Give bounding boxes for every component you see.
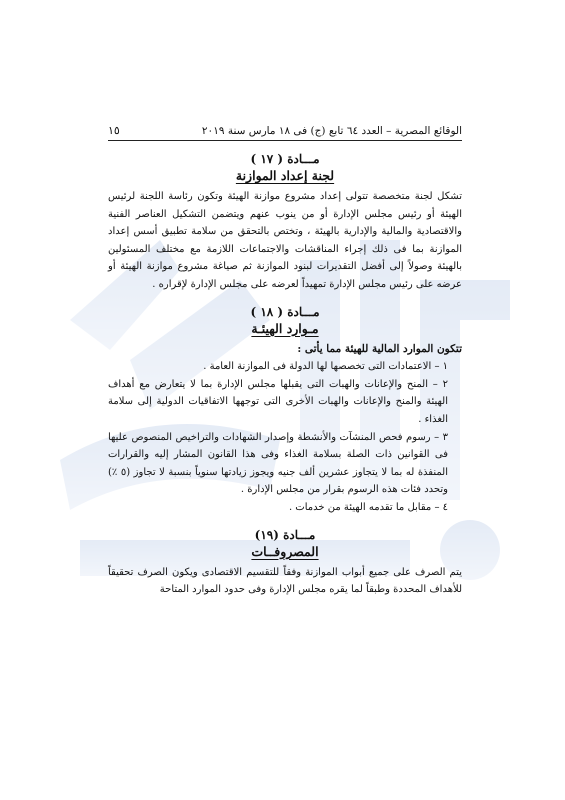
page-number: ١٥ [108,124,120,137]
article-17-body: تشكل لجنة متخصصة تتولى إعداد مشروع موازنة الهيئة وتكون رئاسة اللجنة لرئيس الهيئة أو رئيس مجلس الإدارة أو من ينوب عنهم ويتضمن التشكيل العناصر الفنية والاقتصادية والمالية والإدارية بالهيئة ، وتختص بالتحقق من سلامة تطبيق أسس إعداد الموازنة بما فى ذلك إجراء المناقشات والاجتماعات اللازمة مع مختلف المسئولين بالهيئة وصولاً إلى أفضل التقديرات لبنود الموازنة ثم صياغة مشروع موازنة الهيئة أو عرضه على رئيس مجلس الإدارة تمهيداً لعرضه على مجلس الإدارة لإقراره . [108,191,462,290]
document-page [108,124,462,601]
page-header [108,124,462,141]
article-18-intro: تتكون الموارد المالية للهيئة مما يأتى : [297,342,462,355]
article-18-item-4: ٤ – مقابل ما تقدمه الهيئة من خدمات . [288,501,448,513]
article-18-heading: مـوارد الهيئـة [251,320,319,336]
article-18-item-1: ١ – الاعتمادات التى تخصصها لها الدولة فى الموازنة العامة . [203,361,448,373]
article-19-body: يتم الصرف على جميع أبواب الموازنة وفقاً للتقسيم الاقتصادى ويكون الصرف تحقيقاً للأهداف المحددة وطبقاً لما يقره مجلس الإدارة وفى حدود الموارد المتاحة [108,566,462,596]
article-17-number: مـــادة ( ١٧ ) [250,152,320,166]
header-title: الوقائع المصرية – العدد ٦٤ تابع (ج) فى ١٨ مارس سنة ٢٠١٩ [201,125,462,137]
article-18-number: مـــادة ( ١٨ ) [250,304,320,319]
article-19-number: مـــادة (١٩) [254,527,316,542]
article-19-heading: المصروفــات [251,543,319,559]
article-18-item-2: ٢ – المنح والإعانات والهبات التى يقبلها مجلس الإدارة بما لا يتعارض مع أهداف الهيئة والمنح والإعانات والهبات الأخرى التى توجهها الاتفاقيات الدولية إلى سلامة الغذاء . [108,378,448,425]
article-17-heading: لجنة إعداد الموازنة [235,168,335,183]
article-18-item-3: ٣ – رسوم فحص المنشآت والأنشطة وإصدار الشهادات والتراخيص المنصوص عليها فى القوانين ذات الصلة بسلامة الغذاء وفى هذا القانون المشار إليه والقرارات المنفذة له بما لا يتجاوز عشرين ألف جنيه ويجوز زيادتها سنوياً بنسبة لا تجاوز (٥ ٪) وتحدد فئات هذه الرسوم بقرار من مجلس الإدارة . [108,431,448,496]
